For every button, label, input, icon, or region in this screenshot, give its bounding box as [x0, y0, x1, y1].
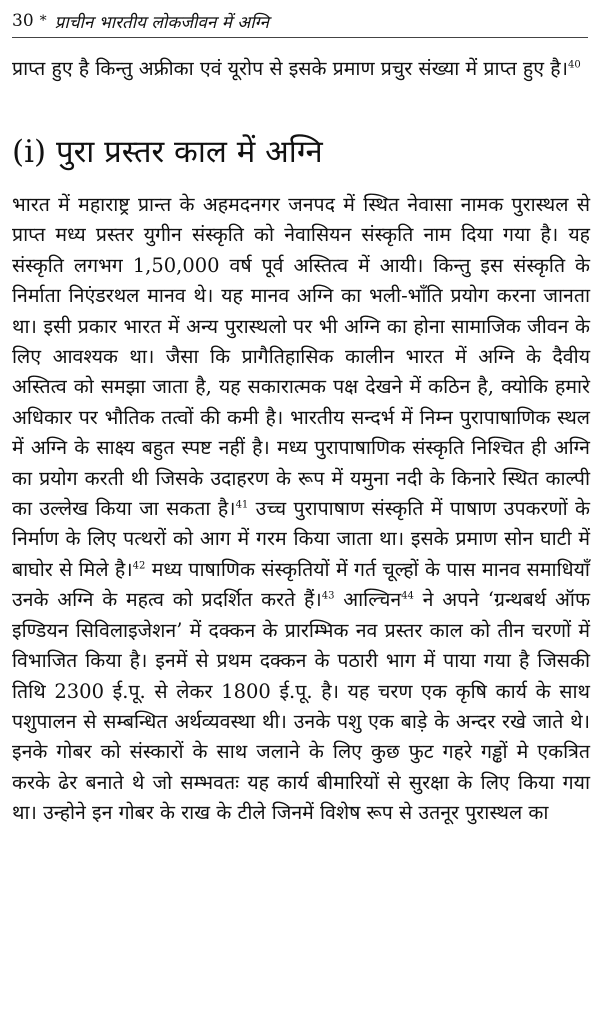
footnote-ref-41: 41 [235, 499, 249, 511]
page-number: 30 [12, 11, 34, 31]
footnote-ref-40: 40 [567, 59, 581, 71]
footnote-ref-42: 42 [132, 560, 146, 572]
body-paragraph [12, 190, 590, 829]
body-text-2: उच्च पुरापाषाण संस्कृति में पाषाण उपकरणों के निर्माण के लिए पत्थरों को आग में गरम किया जाता था। इसके प्रमाण सोन घाटी में बाघोर से मिले है। [12, 497, 590, 581]
footnote-ref-43: 43 [321, 590, 335, 602]
body-text-5: ने अपने ‘ग्रन्थबर्थ ऑफ इण्डियन सिविलाइजेशन’ में दक्कन के प्रारम्भिक नव प्रस्तर काल को तीन चरणों में विभाजित किया है। इनमें से प्रथम दक्कन के पठारी भाग में पाया गया है जिसकी तिथि 2300 ई.पू. से लेकर 1800 ई.पू. है। यह चरण एक कृषि कार्य के साथ पशुपालन से सम्बन्धित अर्थव्यवस्था थी। उनके पशु एक बाड़े के अन्दर रखे जाते थे। इनके गोबर को संस्कारों के साथ जलाने के लिए कुछ फुट गहरे गड्ढों मे एकत्रित करके ढेर बनाते थे जो सम्भवतः यह कार्य बीमारियों से सुरक्षा के लिए किया गया था। उन्होने इन गोबर के राख के टीले जिनमें विशेष रूप से उतनूर पुरास्थल का [12, 588, 591, 825]
intro-text: प्राप्त हुए है किन्तु अफ्रीका एवं यूरोप से इसके प्रमाण प्रचुर संख्या में प्राप्त हुए है। [12, 57, 568, 80]
body-text-4: आल्चिन [334, 588, 402, 612]
body-text-3: मध्य पाषाणिक संस्कृतियों में गर्त चूल्हों के पास मानव समाधियाँ उनके अग्नि के महत्व को प्रदर्शित करते हैं। [12, 557, 590, 612]
intro-paragraph [12, 54, 590, 84]
section-heading: (i) पुरा प्रस्तर काल में अग्नि [12, 134, 323, 170]
running-header [12, 4, 588, 38]
body-text-1: भारत में महाराष्ट्र प्रान्त के अहमदनगर जनपद में स्थित नेवासा नामक पुरास्थल से प्राप्त मध्य प्रस्तर युगीन संस्कृति को नेवासियन संस्कृति नाम दिया गया है। यह संस्कृति लगभग 1,50,000 वर्ष पूर्व अस्तित्व में आयी। किन्तु इस संस्कृति के निर्माता निएंडरथल मानव थे। यह मानव अग्नि का भली-भाँति प्रयोग करना जानता था। इसी प्रकार भारत में अन्य पुरास्थलो पर भी अग्नि का होना सामाजिक जीवन के लिए आवश्यक था। जैसा कि प्रागैतिहासिक कालीन भारत में अग्नि के दैवीय अस्तित्व को समझा जाता है, यह सकारात्मक पक्ष देखने में कठिन है, क्योकि हमारे अधिकार पर भौतिक तत्वों की कमी है। भारतीय सन्दर्भ में निम्न पुरापाषाणिक स्थल में अग्नि के साक्ष्य बहुत स्पष्ट नहीं है। मध्य पुरापाषाणिक संस्कृति निश्चित ही अग्नि का प्रयोग करती थी जिसके उदाहरण के रूप में यमुना नदी के किनारे स्थित काल्पी का उल्लेख किया जा सकता है। [12, 193, 590, 521]
footnote-ref-44: 44 [401, 590, 414, 602]
header-separator: * [39, 13, 47, 29]
header-rule [12, 37, 588, 38]
running-title: प्राचीन भारतीय लोकजीवन में अग्नि [54, 12, 269, 33]
